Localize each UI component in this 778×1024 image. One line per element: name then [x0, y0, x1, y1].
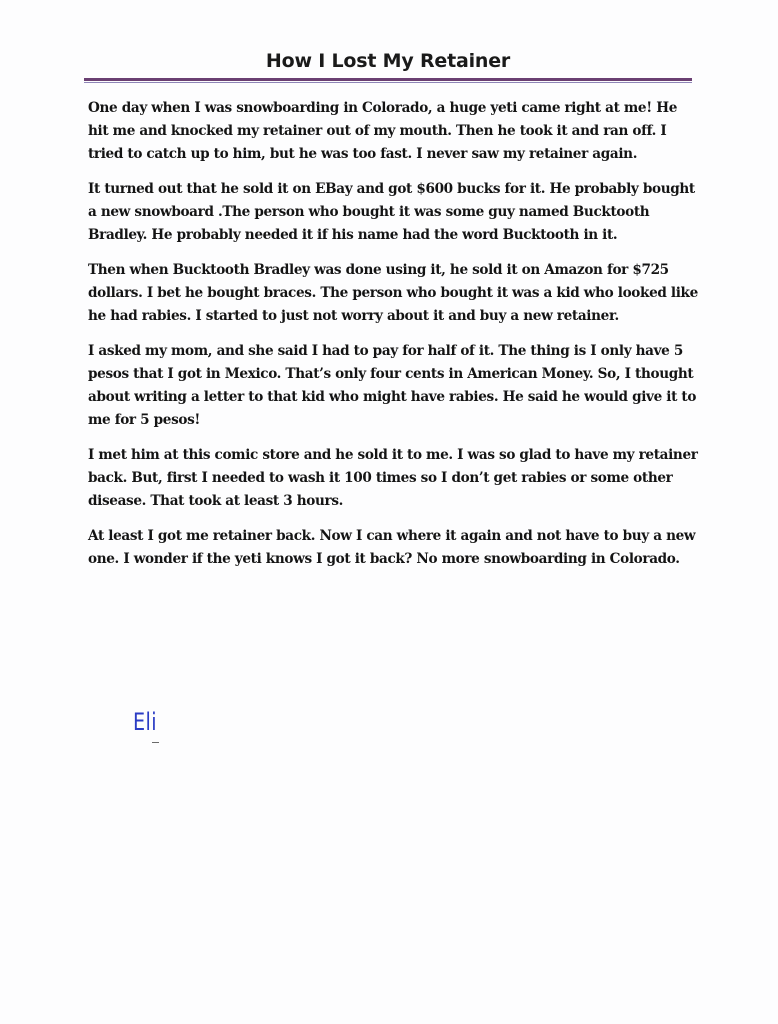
- title-underline-thin: [84, 82, 692, 83]
- title-underline: [84, 78, 692, 81]
- paragraph-4: I asked my mom, and she said I had to pay for half of it. The thing is I only have 5 pesos that I got in Mexico. That’s only four cents in American Money. So, I thought about writing a letter to that kid who might have rabies. He said he would give it to me for 5 pesos!: [88, 343, 697, 428]
- essay-body: [88, 97, 698, 583]
- paragraph-1: One day when I was snowboarding in Colorado, a huge yeti came right at me! He hit me and knocked my retainer out of my mouth. Then he took it and ran off. I tried to catch up to him, but he was too fast. I never saw my retainer again.: [88, 100, 678, 162]
- signature-mark: [152, 742, 159, 743]
- paragraph-6: At least I got me retainer back. Now I can where it again and not have to buy a new one. I wonder if the yeti knows I got it back? No more snowboarding in Colorado.: [88, 528, 696, 567]
- paragraph-5: I met him at this comic store and he sold it to me. I was so glad to have my retainer back. But, first I needed to wash it 100 times so I don’t get rabies or some other disease. That took at least 3 hours.: [88, 447, 698, 509]
- page-title: How I Lost My Retainer: [265, 50, 511, 72]
- handwritten-signature: Eli: [133, 708, 157, 736]
- paragraph-2: It turned out that he sold it on EBay and got $600 bucks for it. He probably bought a new snowboard .The person who bought it was some guy named Bucktooth Bradley. He probably needed it if his name had the word Bucktooth in it.: [88, 181, 695, 243]
- paragraph-3: Then when Bucktooth Bradley was done using it, he sold it on Amazon for $725 dollars. I bet he bought braces. The person who bought it was a kid who looked like he had rabies. I started to just not worry about it and buy a new retainer.: [88, 262, 698, 324]
